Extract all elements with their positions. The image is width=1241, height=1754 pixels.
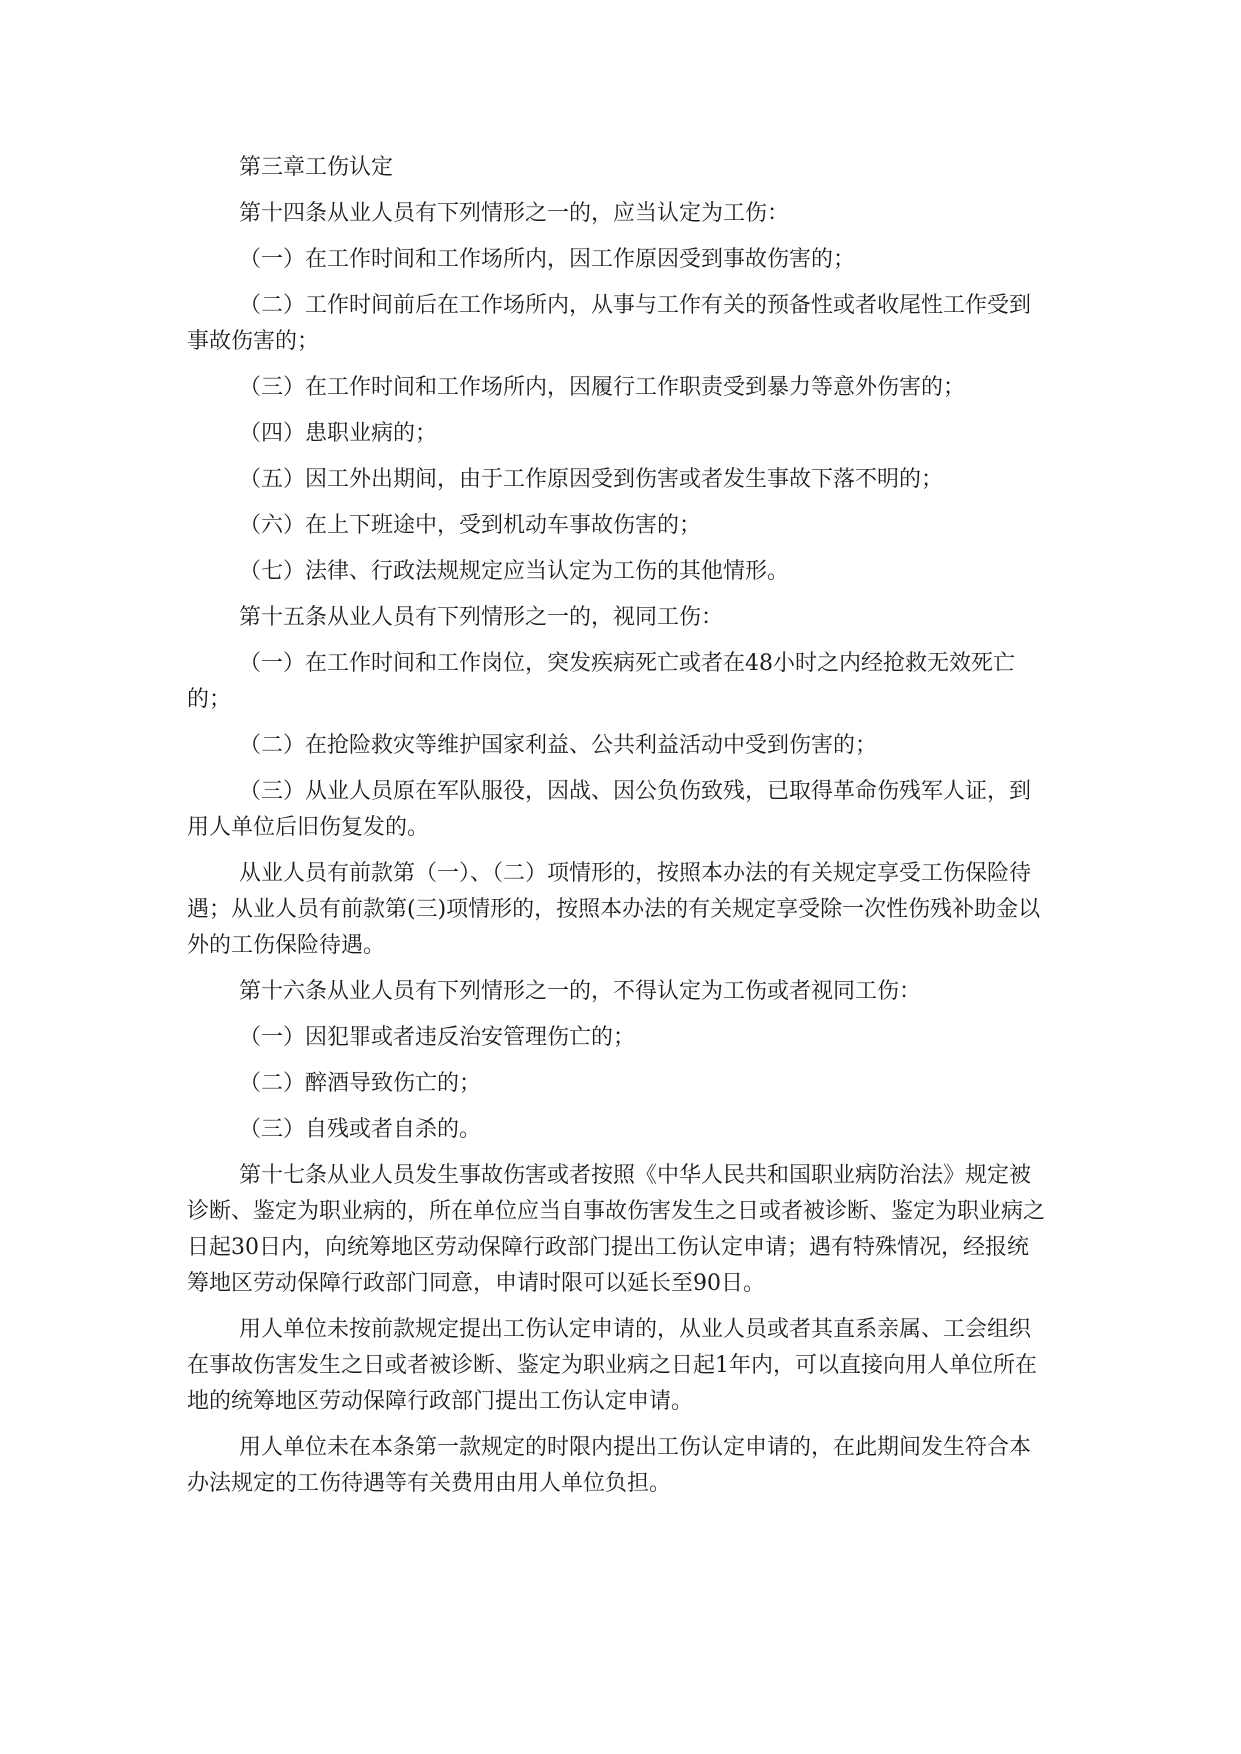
article-15-item-1: （一）在工作时间和工作岗位，突发疾病死亡或者在48小时之内经抢救无效死亡的； — [187, 651, 1015, 712]
article-16-item-2: （二）醉酒导致伤亡的； — [239, 1071, 482, 1096]
article-14-item-5: （五）因工外出期间，由于工作原因受到伤害或者发生事故下落不明的； — [239, 467, 944, 492]
article-14-item-3: （三）在工作时间和工作场所内，因履行工作职责受到暴力等意外伤害的； — [239, 375, 966, 400]
article-14-item-7: （七）法律、行政法规规定应当认定为工伤的其他情形。 — [239, 559, 790, 584]
article-15-item-2: （二）在抢险救灾等维护国家利益、公共利益活动中受到伤害的； — [239, 733, 878, 758]
article-15-item-3: （三）从业人员原在军队服役，因战、因公负伤致残，已取得革命伤残军人证，到用人单位后旧伤复发的。 — [187, 779, 1032, 840]
article-17-paragraph-2: 用人单位未按前款规定提出工伤认定申请的，从业人员或者其直系亲属、工会组织在事故伤害发生之日或者被诊断、鉴定为职业病之日起1年内，可以直接向用人单位所在地的统筹地区劳动保障行政部门提出工伤认定申请。 — [187, 1317, 1037, 1414]
article-17-paragraph-3: 用人单位未在本条第一款规定的时限内提出工伤认定申请的，在此期间发生符合本办法规定的工伤待遇等有关费用由用人单位负担。 — [187, 1435, 1032, 1496]
article-14-intro: 第十四条从业人员有下列情形之一的，应当认定为工伤： — [239, 201, 790, 226]
chapter-heading: 第三章工伤认定 — [239, 155, 394, 180]
article-14-item-4: （四）患职业病的； — [239, 421, 438, 446]
article-15-paragraph-2: 从业人员有前款第（一）、（二）项情形的，按照本办法的有关规定享受工伤保险待遇；从业人员有前款第(三)项情形的，按照本办法的有关规定享受除一次性伤残补助金以外的工伤保险待遇。 — [187, 861, 1041, 958]
article-16-intro: 第十六条从业人员有下列情形之一的，不得认定为工伤或者视同工伤： — [239, 979, 922, 1004]
article-15-intro: 第十五条从业人员有下列情形之一的，视同工伤： — [239, 605, 724, 630]
document-body — [187, 150, 1047, 1512]
article-14-item-1: （一）在工作时间和工作场所内，因工作原因受到事故伤害的； — [239, 247, 856, 272]
article-17-paragraph-1: 第十七条从业人员发生事故伤害或者按照《中华人民共和国职业病防治法》规定被诊断、鉴定为职业病的，所在单位应当自事故伤害发生之日或者被诊断、鉴定为职业病之日起30日内，向统筹地区劳动保障行政部门提出工伤认定申请；遇有特殊情况，经报统筹地区劳动保障行政部门同意，申请时限可以延长至90日。 — [187, 1163, 1046, 1296]
article-14-item-6: （六）在上下班途中，受到机动车事故伤害的； — [239, 513, 702, 538]
article-14-item-2: （二）工作时间前后在工作场所内，从事与工作有关的预备性或者收尾性工作受到事故伤害的； — [187, 293, 1032, 354]
article-16-item-1: （一）因犯罪或者违反治安管理伤亡的； — [239, 1025, 636, 1050]
article-16-item-3: （三）自残或者自杀的。 — [239, 1117, 482, 1142]
